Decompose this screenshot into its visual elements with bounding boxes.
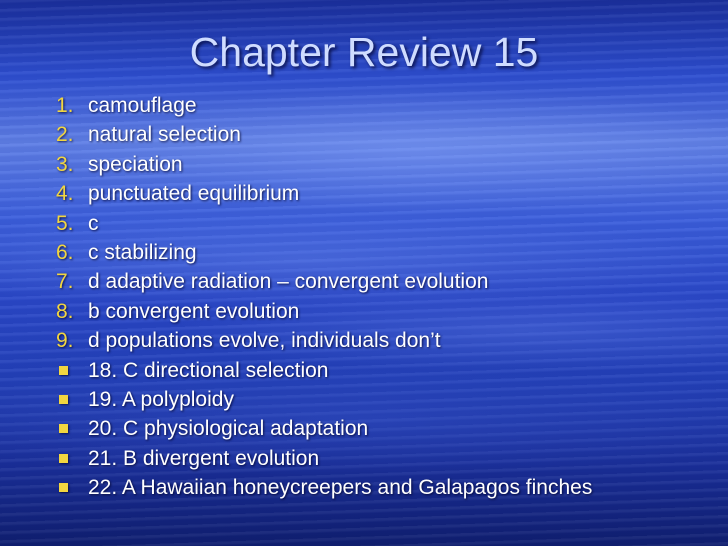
list-item-text: speciation bbox=[88, 152, 183, 176]
list-number: 1. bbox=[56, 94, 74, 117]
square-bullet-icon bbox=[59, 366, 68, 375]
square-bullet-icon bbox=[59, 483, 68, 492]
list-item-text: 18. C directional selection bbox=[88, 358, 329, 382]
list-number: 2. bbox=[56, 123, 74, 147]
list-item-text: d populations evolve, individuals don’t bbox=[88, 329, 441, 353]
list-number: 7. bbox=[56, 270, 74, 294]
list-item-text: natural selection bbox=[88, 123, 241, 147]
list-item-text: c bbox=[88, 211, 99, 235]
list-item-text: camouflage bbox=[88, 94, 197, 117]
list-number: 6. bbox=[56, 240, 74, 264]
list-item-text: 22. A Hawaiian honeycreepers and Galapagos finches bbox=[88, 476, 593, 500]
list-number: 9. bbox=[56, 329, 74, 353]
list-number: 3. bbox=[56, 152, 74, 176]
list-number: 8. bbox=[56, 299, 74, 323]
square-bullet-icon bbox=[59, 395, 68, 404]
list-item-text: 21. B divergent evolution bbox=[88, 446, 320, 470]
list-number: 4. bbox=[56, 182, 74, 206]
square-bullet-icon bbox=[59, 454, 68, 463]
list-item-text: c stabilizing bbox=[88, 240, 197, 264]
list-item-text: d adaptive radiation – convergent evolution bbox=[88, 270, 489, 294]
list-item-text: b convergent evolution bbox=[88, 299, 300, 323]
square-bullet-icon bbox=[59, 424, 68, 433]
slide-title: Chapter Review 15 bbox=[189, 29, 539, 75]
list-item-text: 20. C physiological adaptation bbox=[88, 417, 369, 441]
list-item-text: punctuated equilibrium bbox=[88, 182, 300, 206]
list-item-text: 19. A polyploidy bbox=[88, 387, 234, 411]
list-number: 5. bbox=[56, 211, 74, 235]
